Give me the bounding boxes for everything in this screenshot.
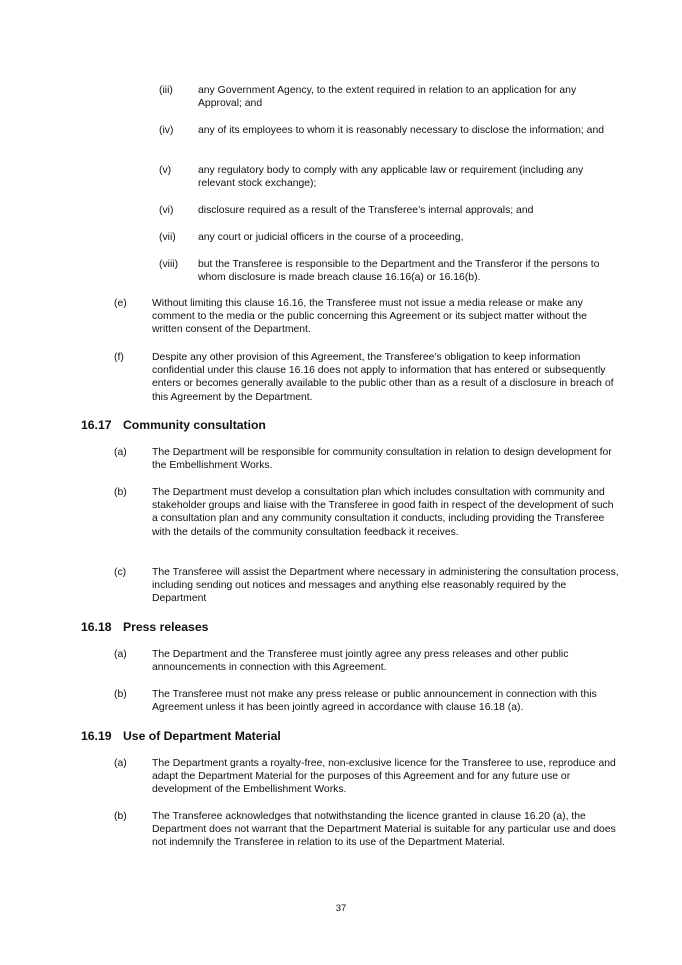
- item-text: but the Transferee is responsible to the Department and the Transferor if the persons to whom disclosure is made breach clause 16.16(a) or 16.16(b).: [198, 259, 600, 284]
- clause-paragraph: [114, 648, 620, 674]
- paragraph-label: (a): [114, 649, 127, 660]
- paragraph-text: The Transferee will assist the Department where necessary in administering the consultation process, including sending out notices and messages and anything else reasonably required by the Department: [152, 567, 619, 605]
- paragraph-text: Without limiting this clause 16.16, the Transferee must not issue a media release or make any comment to the media or the public concerning this Agreement or its subject matter without the written consent of the Department.: [152, 298, 587, 336]
- paragraph-label: (c): [114, 567, 127, 578]
- clause-paragraph: [114, 446, 620, 472]
- list-item: [159, 231, 619, 244]
- list-item: [159, 84, 619, 110]
- clause-paragraph: [114, 297, 620, 337]
- paragraph-text: The Transferee acknowledges that notwithstanding the licence granted in clause 16.20 (a), the Department does not warrant that the Department Material is suitable for any particular use and does not indemnify the Transferee in relation to its use of the Department Material.: [152, 811, 616, 849]
- list-item: [159, 258, 619, 284]
- paragraph-label: (b): [114, 811, 127, 822]
- paragraph-label: (e): [114, 298, 127, 309]
- paragraph-text: The Transferee must not make any press release or public announcement in connection with this Agreement unless it has been jointly agreed in accordance with clause 16.18 (a).: [152, 689, 597, 714]
- paragraph-label: (a): [114, 758, 127, 769]
- clause-paragraph: [114, 810, 620, 850]
- section-title: Press releases: [123, 620, 209, 634]
- paragraph-text: The Department grants a royalty-free, non-exclusive licence for the Transferee to use, reproduce and adapt the Department Material for the purposes of this Agreement and for any future use or development of the Embellishment Works.: [152, 758, 616, 796]
- paragraph-text: The Department and the Transferee must jointly agree any press releases and other public announcements in connection with this Agreement.: [152, 649, 569, 674]
- paragraph-text: Despite any other provision of this Agreement, the Transferee’s obligation to keep information confidential under this clause 16.16 does not apply to information that has entered or subsequently enters or becomes generally available to the public other than as a result of a disclosure in breach of this Agreement by the Department.: [152, 352, 614, 403]
- page-number: 37: [335, 903, 347, 914]
- paragraph-label: (f): [114, 352, 124, 363]
- item-text: any court or judicial officers in the course of a proceeding,: [198, 232, 464, 243]
- item-text: any regulatory body to comply with any applicable law or requirement (including any relevant stock exchange);: [198, 165, 584, 190]
- paragraph-label: (b): [114, 689, 127, 700]
- paragraph-label: (b): [114, 487, 127, 498]
- clause-paragraph: [114, 688, 620, 714]
- item-label: (vi): [159, 205, 174, 216]
- section-number: 16.19: [81, 729, 112, 743]
- item-label: (v): [159, 165, 172, 176]
- section-title: Use of Department Material: [123, 729, 281, 743]
- paragraph-text: The Department will be responsible for community consultation in relation to design development for the Embellishment Works.: [152, 447, 612, 472]
- section-number: 16.17: [81, 418, 112, 432]
- item-label: (iii): [159, 85, 173, 96]
- paragraph-text: The Department must develop a consultation plan which includes consultation with community and stakeholder groups and liaise with the Transferee in good faith in respect of the development of such a consultation plan and any community consultation it conducts, including providing the Transferee with the details of the community consultation feedback it receives.: [152, 487, 614, 538]
- clause-paragraph: [114, 566, 620, 606]
- clause-paragraph: [114, 351, 620, 404]
- item-label: (vii): [159, 232, 176, 243]
- section-heading: [81, 729, 281, 744]
- list-item: [159, 164, 619, 190]
- list-item: [159, 124, 619, 137]
- clause-paragraph: [114, 486, 620, 539]
- item-text: any Government Agency, to the extent required in relation to an application for any Approval; and: [198, 85, 577, 110]
- clause-paragraph: [114, 757, 620, 797]
- item-label: (viii): [159, 259, 179, 270]
- section-number: 16.18: [81, 620, 112, 634]
- item-text: any of its employees to whom it is reasonably necessary to disclose the information; and: [198, 125, 605, 136]
- section-heading: [81, 620, 208, 635]
- item-text: disclosure required as a result of the Transferee’s internal approvals; and: [198, 205, 534, 216]
- item-label: (iv): [159, 125, 174, 136]
- section-title: Community consultation: [123, 418, 266, 432]
- list-item: [159, 204, 619, 217]
- paragraph-label: (a): [114, 447, 127, 458]
- section-heading: [81, 418, 266, 433]
